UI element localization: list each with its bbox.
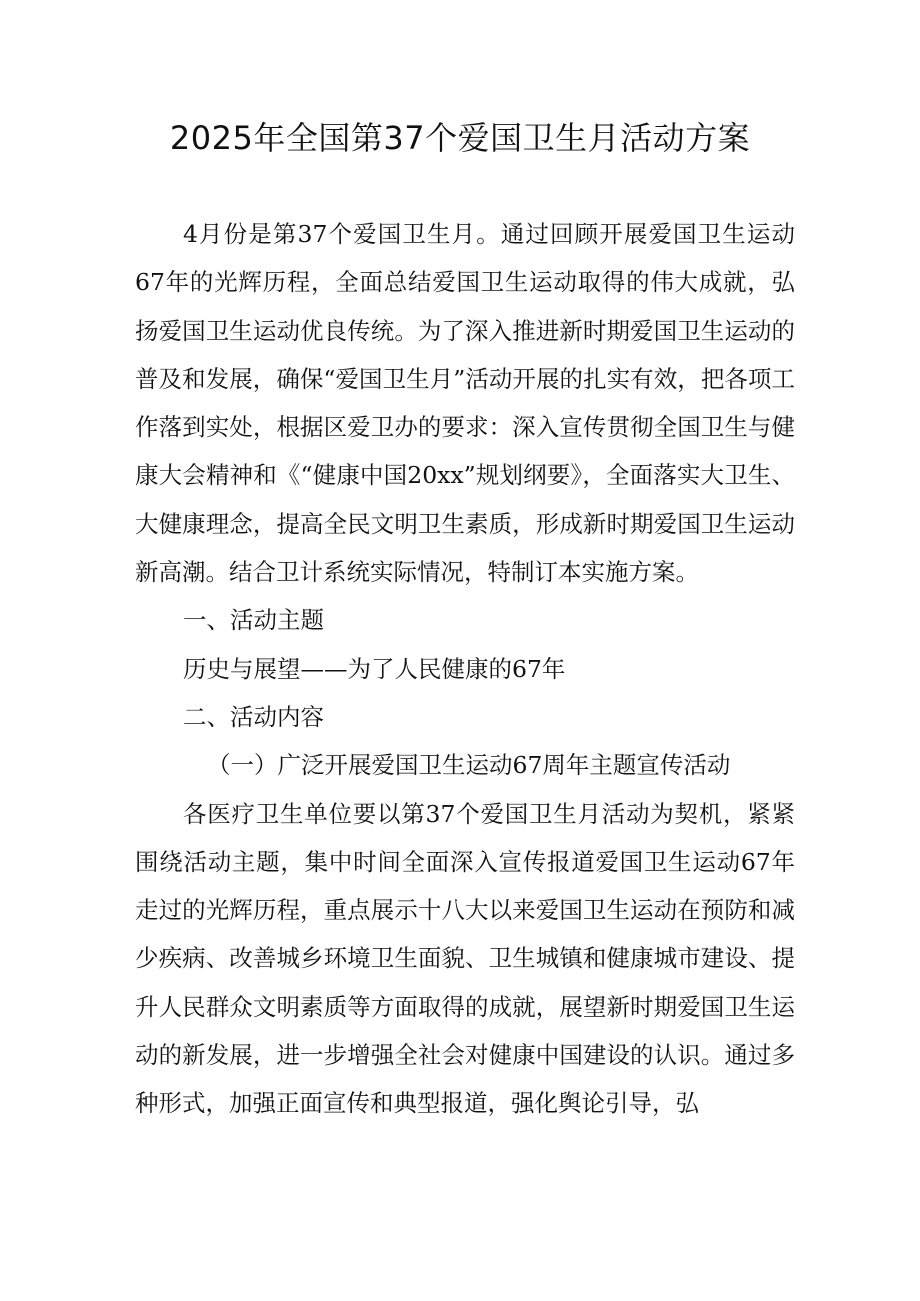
intro-paragraph: 4月份是第37个爱国卫生月。通过回顾开展爱国卫生运动67年的光辉历程，全面总结爱国卫生运动取得的伟大成就，弘扬爱国卫生运动优良传统。为了深入推进新时期爱国卫生运动的普及和发展，确保“爱国卫生月”活动开展的扎实有效，把各项工作落到实处，根据区爱卫办的要求：深入宣传贯彻全国卫生与健康大会精神和《“健康中国20xx”规划纲要》，全面落实大卫生、大健康理念，提高全民文明卫生素质，形成新时期爱国卫生运动新高潮。结合卫计系统实际情况，特制订本实施方案。 [135,220,795,587]
section-heading-content: 二、活动内容 [183,702,324,731]
document-title: 2025年全国第37个爱国卫生月活动方案 [169,119,751,157]
publicity-paragraph: 各医疗卫生单位要以第37个爱国卫生月活动为契机，紧紧围绕活动主题，集中时间全面深入宣传报道爱国卫生运动67年走过的光辉历程，重点展示十八大以来爱国卫生运动在预防和减少疾病、改善城乡环境卫生面貌、卫生城镇和健康城市建设、提升人民群众文明素质等方面取得的成就，展望新时期爱国卫生运动的新发展，进一步增强全社会对健康中国建设的认识。通过多种形式，加强正面宣传和典型报道，强化舆论引导，弘 [135,799,795,1118]
activity-theme-text: 历史与展望——为了人民健康的67年 [183,654,566,683]
subsection-heading-publicity: （一）广泛开展爱国卫生运动67周年主题宣传活动 [207,751,731,780]
document-body [135,210,795,1128]
section-heading-theme: 一、活动主题 [183,606,324,635]
